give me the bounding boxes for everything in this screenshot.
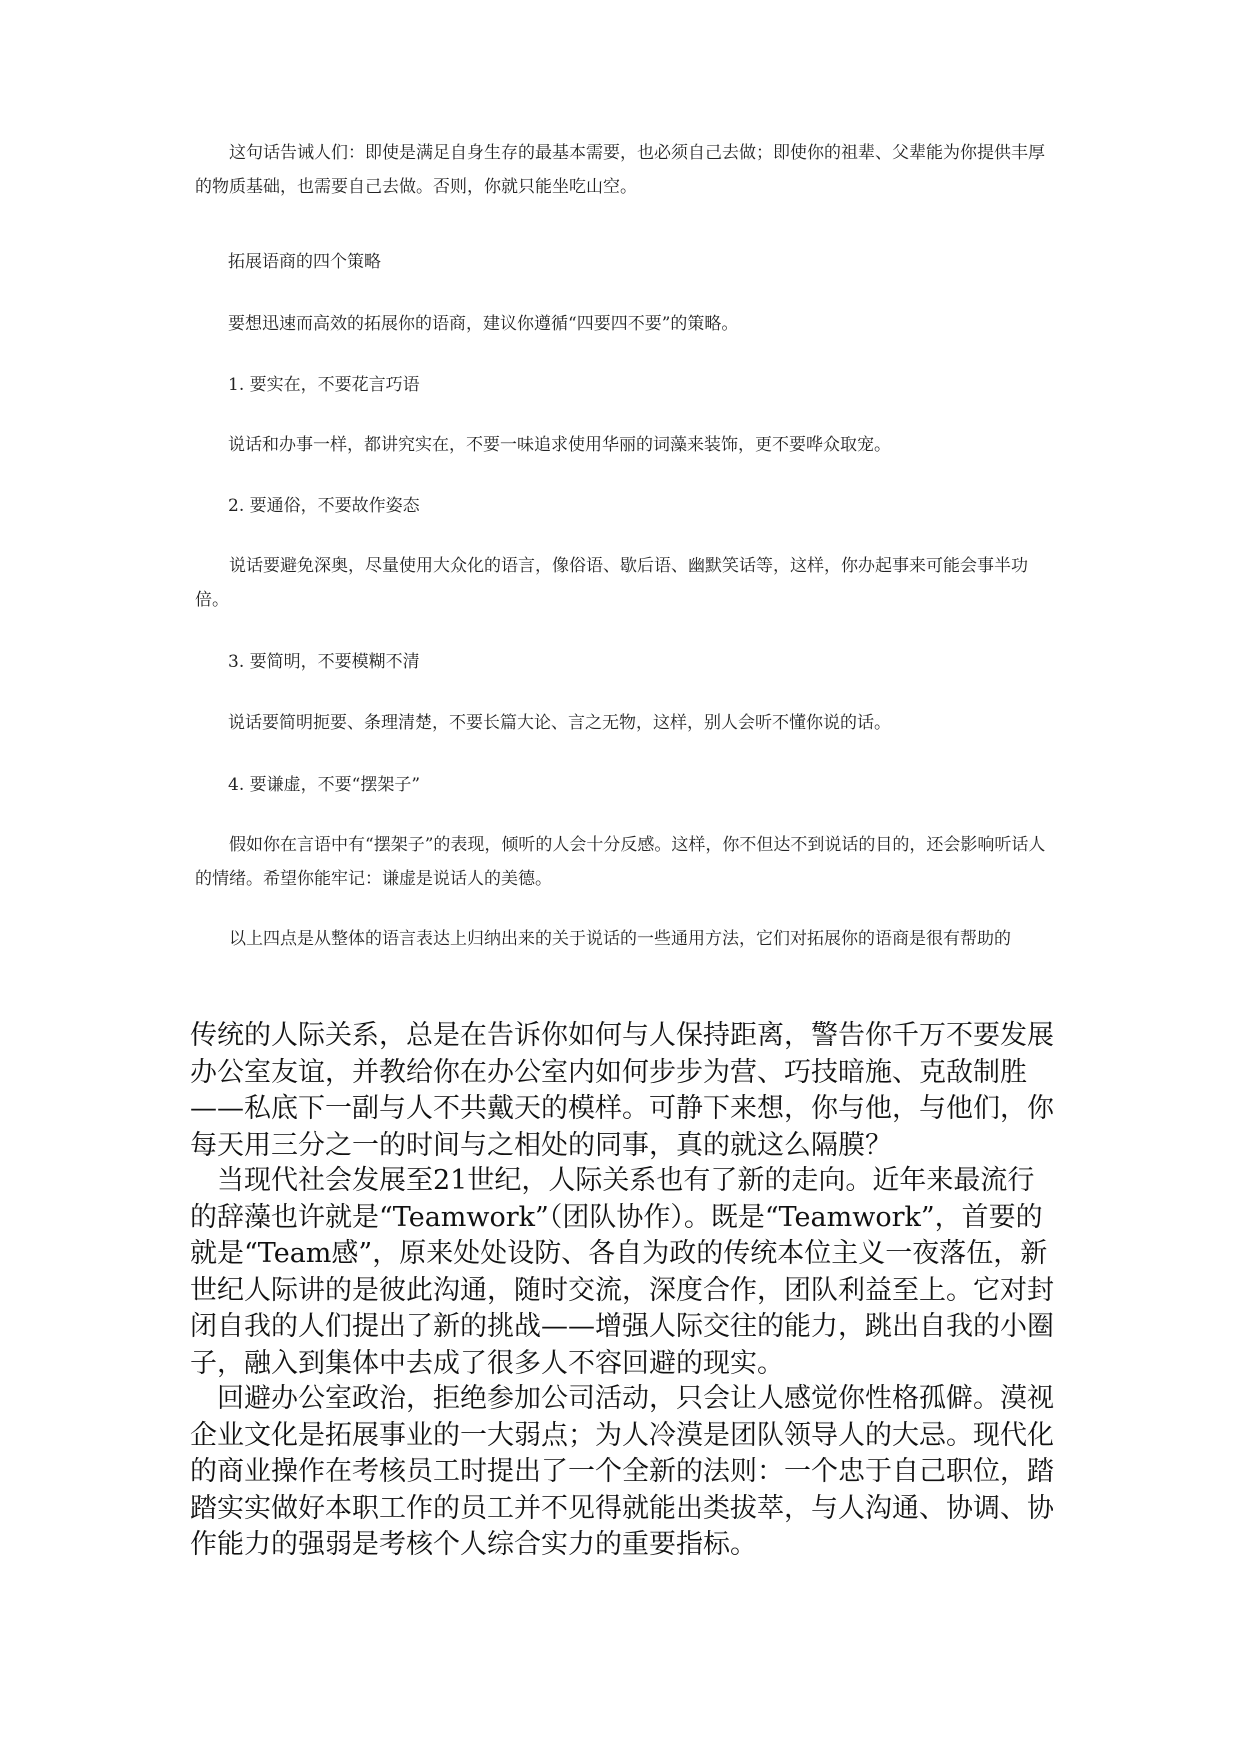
strategy-2-title: 2. 要通俗，不要故作姿态 xyxy=(228,496,420,516)
paragraph-strategy-intro: 要想迅速而高效的拓展你的语商，建议你遵循“四要四不要”的策略。 xyxy=(228,314,739,334)
strategy-1-title: 1. 要实在，不要花言巧语 xyxy=(228,375,420,395)
strategy-4-text: 假如你在言语中有“摆架子”的表现，倾听的人会十分反感。这样，你不但达不到说话的目的，还会影响听话人的情绪。希望你能牢记：谦虚是说话人的美德。 xyxy=(195,835,1046,889)
strategy-1-text: 说话和办事一样，都讲究实在，不要一味追求使用华丽的词藻来装饰，更不要哗众取宠。 xyxy=(228,435,891,455)
section-heading: 拓展语商的四个策略 xyxy=(228,252,381,272)
paragraph-intro: 这句话告诫人们：即使是满足自身生存的最基本需要，也必须自己去做；即使你的祖辈、父辈能为你提供丰厚的物质基础，也需要自己去做。否则，你就只能坐吃山空。 xyxy=(195,143,1045,197)
paragraph-summary: 以上四点是从整体的语言表达上归纳出来的关于说话的一些通用方法，它们对拓展你的语商是很有帮助的 xyxy=(229,929,1011,949)
strategy-4-title: 4. 要谦虚，不要“摆架子” xyxy=(228,775,421,795)
strategy-3-text: 说话要简明扼要、条理清楚，不要长篇大论、言之无物，这样，别人会听不懂你说的话。 xyxy=(228,713,891,733)
article-paragraph-1: 传统的人际关系，总是在告诉你如何与人保持距离，警告你千万不要发展办公室友谊，并教给你在办公室内如何步步为营、巧技暗施、克敌制胜——私底下一副与人不共戴天的模样。可静下来想，你与他，与他们，你每天用三分之一的时间与之相处的同事，真的就这么隔膜？ xyxy=(190,1020,1054,1161)
strategy-3-title: 3. 要简明，不要模糊不清 xyxy=(228,652,420,672)
article-paragraph-2: 当现代社会发展至21世纪，人际关系也有了新的走向。近年来最流行的辞藻也许就是“Teamwork”（团队协作）。既是“Teamwork”，首要的就是“Team感”，原来处处设防、各自为政的传统本位主义一夜落伍，新世纪人际讲的是彼此沟通，随时交流，深度合作，团队利益至上。它对封闭自我的人们提出了新的挑战——增强人际交往的能力，跳出自我的小圈子，融入到集体中去成了很多人不容回避的现实。 xyxy=(190,1165,1054,1379)
strategy-2-text: 说话要避免深奥，尽量使用大众化的语言，像俗语、歇后语、幽默笑话等，这样，你办起事来可能会事半功倍。 xyxy=(195,556,1028,610)
article-paragraph-3: 回避办公室政治，拒绝参加公司活动，只会让人感觉你性格孤僻。漠视企业文化是拓展事业的一大弱点；为人冷漠是团队领导人的大忌。现代化的商业操作在考核员工时提出了一个全新的法则：一个忠于自己职位，踏踏实实做好本职工作的员工并不见得就能出类拔萃，与人沟通、协调、协作能力的强弱是考核个人综合实力的重要指标。 xyxy=(190,1383,1054,1560)
